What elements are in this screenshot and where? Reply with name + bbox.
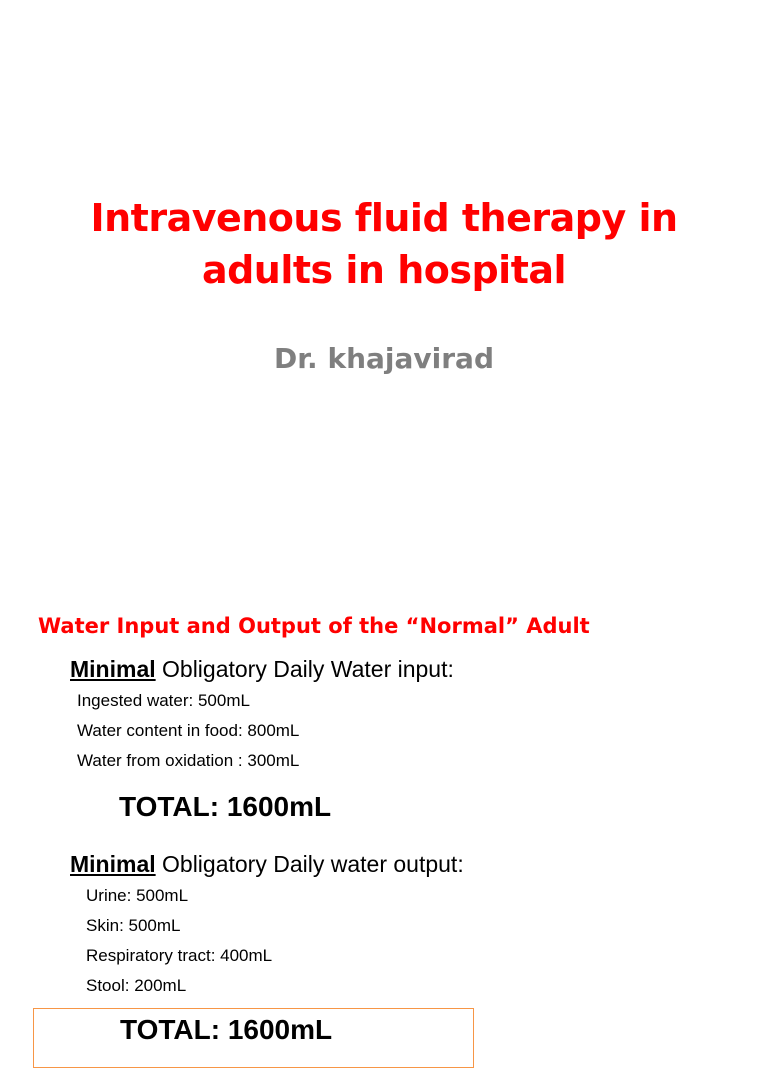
output-item: Skin: 500mL — [86, 916, 181, 935]
author-name: Dr. khajavirad — [274, 342, 494, 375]
input-item: Water content in food: 800mL — [77, 721, 300, 740]
input-item: Water from oxidation : 300mL — [77, 751, 300, 770]
output-item: Urine: 500mL — [86, 886, 189, 905]
output-section-heading — [70, 849, 464, 879]
slide-heading: Water Input and Output of the “Normal” Adult — [38, 614, 590, 638]
output-item: Stool: 200mL — [86, 976, 187, 995]
input-label-text: Obligatory Daily Water input: — [155, 656, 454, 682]
output-total: TOTAL: 1600mL — [120, 1014, 333, 1045]
input-section-heading — [70, 654, 454, 684]
output-item: Respiratory tract: 400mL — [86, 946, 273, 965]
title-line-2: adults in hospital — [201, 248, 567, 292]
output-total-box — [33, 1008, 474, 1068]
input-item: Ingested water: 500mL — [77, 691, 250, 710]
output-label-text: Obligatory Daily water output: — [155, 851, 464, 877]
output-label-emphasis: Minimal — [70, 851, 156, 877]
title-line-1: Intravenous fluid therapy in — [90, 196, 678, 240]
input-total: TOTAL: 1600mL — [119, 791, 332, 822]
input-label-emphasis: Minimal — [70, 656, 156, 682]
water-balance-slide — [0, 576, 768, 1045]
slide-title — [0, 192, 768, 296]
